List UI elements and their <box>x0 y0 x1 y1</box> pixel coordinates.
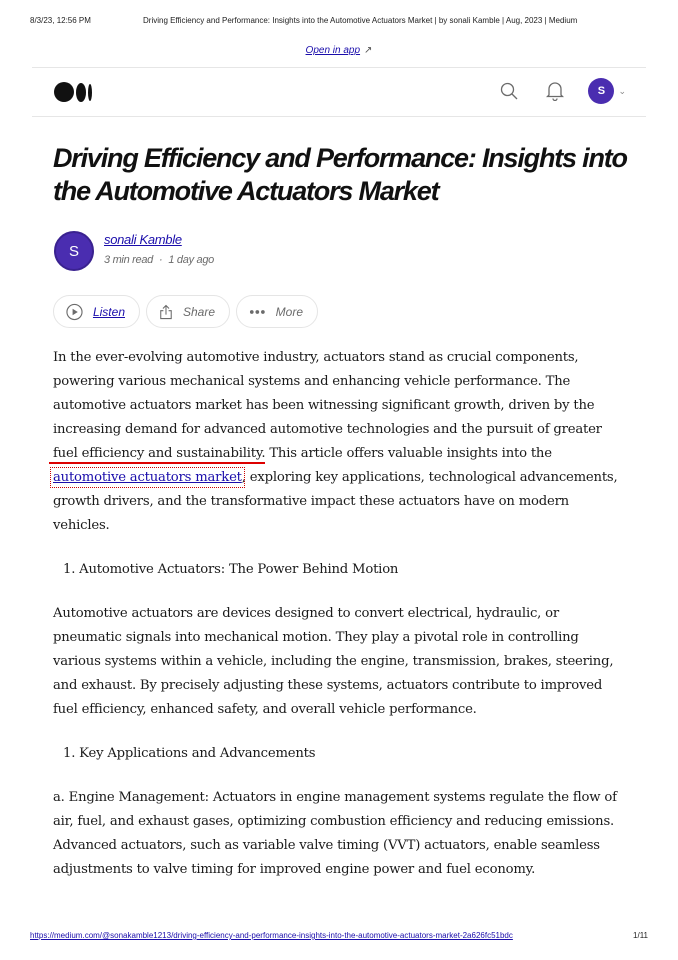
print-url[interactable]: https://medium.com/@sonakamble1213/driving-efficiency-and-performance-insights-into-the-automotive-actuators-market-2a626fc51bdc <box>30 931 513 940</box>
article-actions <box>53 295 318 328</box>
divider <box>32 116 646 117</box>
page-number: 1/11 <box>633 931 648 940</box>
intro-paragraph <box>53 346 625 538</box>
logo-circle-medium <box>76 83 86 102</box>
intro-text-continued: , exploring key applications, technological advancements, growth drivers, and the transformative impact these actuators have on modern vehicles. <box>53 470 618 533</box>
more-label: More <box>275 304 303 319</box>
spellcheck-underline <box>49 462 265 464</box>
section-heading: 1. Key Applications and Advancements <box>63 746 316 761</box>
external-link-icon: ↗ <box>364 45 373 56</box>
section-heading: 1. Automotive Actuators: The Power Behind Motion <box>63 562 399 577</box>
author-avatar[interactable]: S <box>54 231 94 271</box>
logo-circle-large <box>54 82 74 102</box>
print-doc-title: Driving Efficiency and Performance: Insights into the Automotive Actuators Market | by sonali Kamble | Aug, 2023 | Medium <box>143 16 578 25</box>
divider <box>32 67 646 68</box>
print-footer <box>30 931 648 940</box>
play-icon <box>66 303 83 321</box>
more-button[interactable] <box>236 295 318 328</box>
read-time: 3 min read <box>104 254 153 266</box>
intro-text: In the ever-evolving automotive industry, actuators stand as crucial components, powering various mechanical systems and enhancing vehicle performance. The automotive actuators market has been witnessing significant growth, driven by the increasing demand for advanced automotive technologies and the pursuit of greater fuel efficiency and sustainability. This article offers valuable insights into the <box>53 350 602 461</box>
avatar[interactable]: S <box>588 78 614 104</box>
logo-circle-small <box>88 84 92 101</box>
share-label: Share <box>182 304 215 319</box>
bell-icon[interactable] <box>542 78 568 104</box>
meta-separator: · <box>158 254 163 266</box>
open-in-app-banner <box>0 45 678 56</box>
article-meta <box>104 254 214 266</box>
user-menu[interactable] <box>588 78 626 104</box>
medium-logo[interactable] <box>54 82 92 102</box>
automotive-actuators-market-link[interactable]: automotive actuators market <box>53 470 242 485</box>
top-nav-actions <box>476 78 626 104</box>
publish-date: 1 day ago <box>168 254 214 266</box>
listen-label: Listen <box>92 304 125 319</box>
share-icon <box>159 303 173 321</box>
share-button[interactable] <box>146 295 230 328</box>
article-title: Driving Efficiency and Performance: Insights into the Automotive Actuators Market <box>53 143 627 206</box>
print-timestamp: 8/3/23, 12:56 PM <box>30 16 91 25</box>
article-body <box>53 346 625 882</box>
chevron-down-icon: ⌄ <box>618 85 626 96</box>
search-icon[interactable] <box>496 78 522 104</box>
body-paragraph: a. Engine Management: Actuators in engine management systems regulate the flow of air, fuel, and exhaust gases, optimizing combustion efficiency and reducing emissions. Advanced actuators, such as variable valve timing (VVT) actuators, enable seamless adjustments to valve timing for improved engine power and fuel economy. <box>53 790 617 877</box>
body-paragraph: Automotive actuators are devices designed to convert electrical, hydraulic, or pneumatic signals into mechanical motion. They play a pivotal role in controlling various systems within a vehicle, including the engine, transmission, brakes, steering, and exhaust. By precisely adjusting these systems, actuators contribute to improved fuel efficiency, enhanced safety, and overall vehicle performance. <box>53 606 614 717</box>
more-dots-icon <box>249 309 266 315</box>
listen-button[interactable] <box>53 295 140 328</box>
author-name-link[interactable]: sonali Kamble <box>104 232 182 247</box>
open-in-app-link[interactable]: Open in app <box>305 45 361 56</box>
